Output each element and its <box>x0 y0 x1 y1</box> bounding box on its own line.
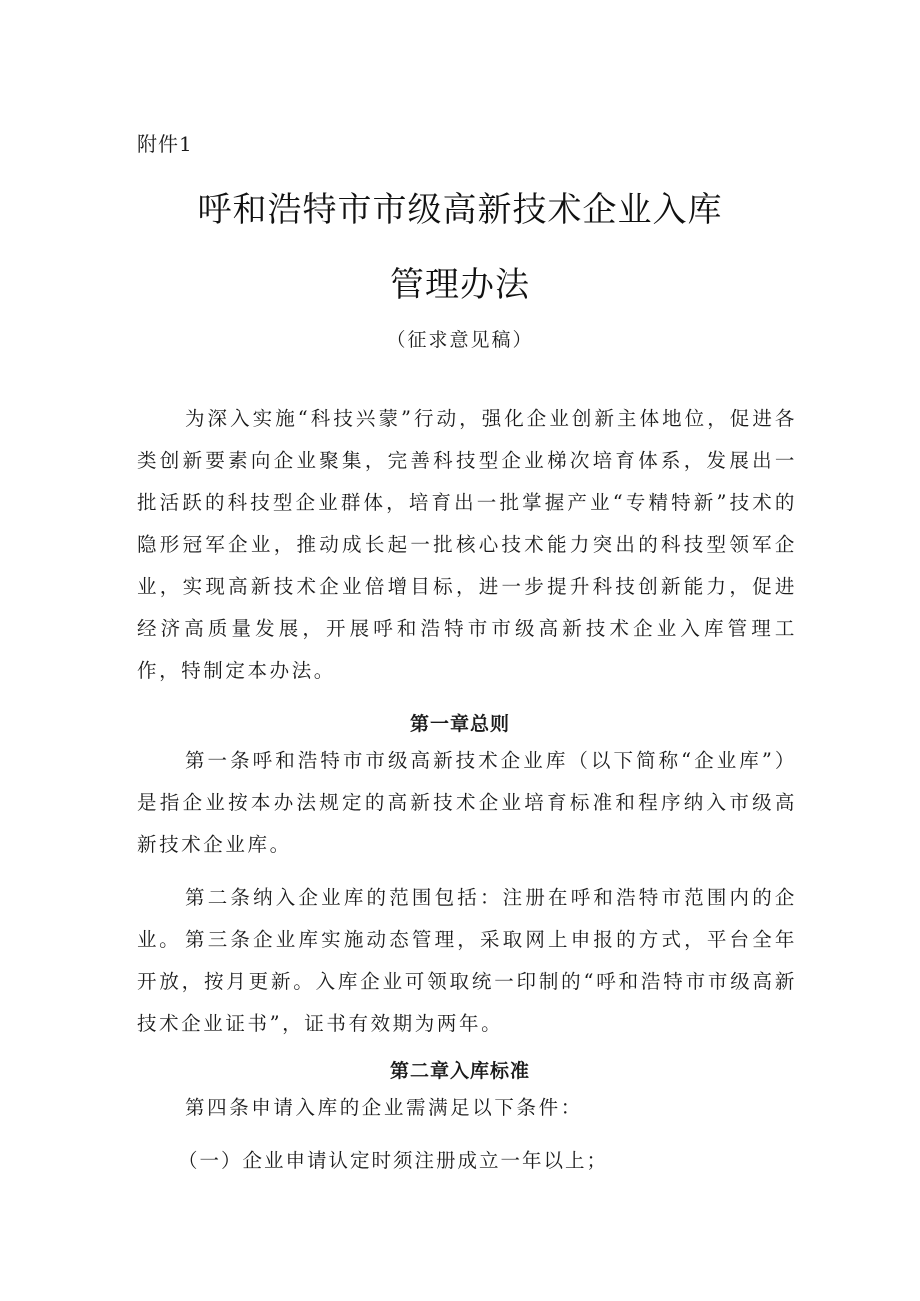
intro-paragraph: 为深入实施“科技兴蒙”行动，强化企业创新主体地位，促进各类创新要素向企业聚集，完善科技型企业梯次培育体系，发展出一批活跃的科技型企业群体，培育出一批掌握产业“专精特新”技术的隐形冠军企业，推动成长起一批核心技术能力突出的科技型领军企业，实现高新技术企业倍增目标，进一步提升科技创新能力，促进经济高质量发展，开展呼和浩特市市级高新技术企业入库管理工作，特制定本办法。 <box>137 407 797 682</box>
document-title-line-1: 呼和浩特市市级高新技术企业入库 <box>197 190 723 230</box>
article-2: 第二条纳入企业库的范围包括：注册在呼和浩特市范围内的企业。 <box>137 886 797 951</box>
document-title-line-2: 管理办法 <box>390 265 530 305</box>
article-3: 第三条企业库实施动态管理，采取网上申报的方式，平台全年开放，按月更新。入库企业可领取统一印制的“呼和浩特市市级高新技术企业证书”，证书有效期为两年。 <box>137 928 797 1035</box>
chapter-2-heading: 第二章入库标准 <box>389 1060 530 1082</box>
attachment-label: 附件1 <box>137 132 193 156</box>
document-subtitle: （征求意见稿） <box>386 329 534 351</box>
article-1: 第一条呼和浩特市市级高新技术企业库（以下简称“企业库”）是指企业按本办法规定的高新技术企业培育标准和程序纳入市级高新技术企业库。 <box>137 749 797 856</box>
article-4: 第四条申请入库的企业需满足以下条件： <box>185 1096 583 1119</box>
condition-item-1: （一）企业申请认定时须注册成立一年以上； <box>178 1149 609 1172</box>
chapter-1-heading: 第一章总则 <box>409 713 510 735</box>
